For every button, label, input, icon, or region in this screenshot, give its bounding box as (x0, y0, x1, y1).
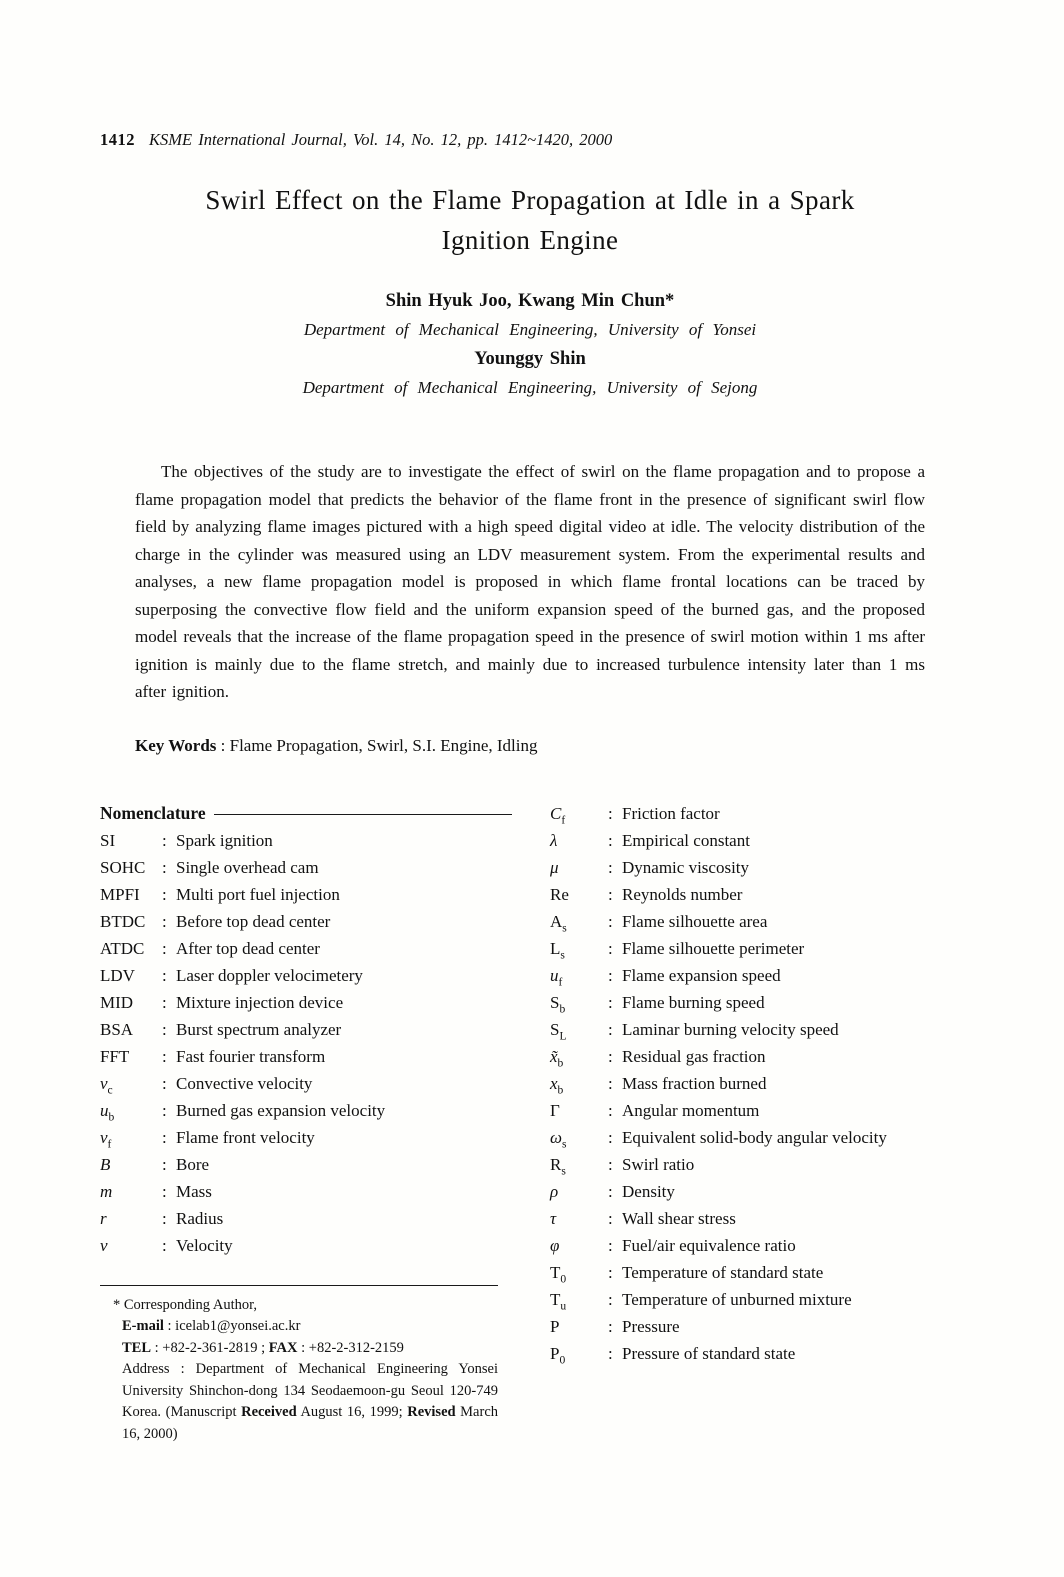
nomenclature-right-list (550, 800, 960, 1367)
corresponding-author-footnote (100, 1285, 498, 1446)
colon: : (608, 1100, 613, 1120)
colon: : (608, 1262, 613, 1282)
symbol-subscript: f (558, 974, 563, 988)
symbol (550, 1286, 608, 1313)
nomenclature-row (550, 1259, 960, 1286)
symbol-base: SI (100, 830, 116, 850)
symbol-subscript: f (561, 812, 566, 826)
colon: : (608, 1316, 613, 1336)
symbol (550, 962, 608, 989)
footnote-address-line (122, 1359, 498, 1445)
nomenclature-section (100, 800, 960, 1446)
definition: Reynolds number (622, 884, 743, 904)
colon: : (162, 938, 167, 958)
symbol (550, 1313, 608, 1340)
symbol-base: SOHC (100, 857, 146, 877)
nomenclature-row (550, 1070, 960, 1097)
symbol (100, 1232, 162, 1259)
colon: : (608, 803, 613, 823)
definition: Single overhead cam (176, 857, 319, 877)
fax-value: : +82-2-312-2159 (297, 1339, 404, 1356)
colon: : (608, 992, 613, 1012)
nomenclature-row (100, 1043, 512, 1070)
nomenclature-row (100, 962, 512, 989)
nomenclature-row (100, 1205, 512, 1232)
colon: : (608, 965, 613, 985)
nomenclature-row (100, 1151, 512, 1178)
definition: Angular momentum (622, 1100, 760, 1120)
nomenclature-row (550, 854, 960, 881)
abstract-paragraph: The objectives of the study are to investigate the effect of swirl on the flame propagation and to propose a flame propagation model that predicts the behavior of the flame front in the presence of significant swirl flow field by analyzing flame images pictured with a high speed digital video at idle. The velocity distribution of the charge in the cylinder was measured using an LDV measurement system. From the experimental results and analyses, a new flame propagation model is proposed in which flame frontal locations can be traced by superposing the convective flow field and the uniform expansion speed of the burned gas, and the proposed model reveals that the increase of the flame propagation speed in the presence of swirl motion within 1 ms after ignition is mainly due to the flame stretch, and mainly due to increased turbulence intensity later than 1 ms after ignition. (135, 462, 925, 701)
colon: : (162, 1181, 167, 1201)
nomenclature-row (550, 1097, 960, 1124)
nomenclature-row (100, 1097, 512, 1124)
nomenclature-row (550, 1340, 960, 1367)
keywords-line (135, 736, 960, 756)
symbol-base: Re (550, 884, 569, 904)
definition: Empirical constant (622, 830, 750, 850)
colon: : (608, 1154, 613, 1174)
nomenclature-row (100, 1124, 512, 1151)
symbol-base: v (100, 1127, 108, 1147)
received-label: Received (241, 1404, 297, 1420)
symbol (100, 935, 162, 962)
colon: : (162, 1019, 167, 1039)
symbol-subscript: b (557, 1055, 564, 1069)
nomenclature-row (100, 881, 512, 908)
symbol (550, 1097, 608, 1124)
colon: : (162, 1235, 167, 1255)
nomenclature-heading-rule (214, 814, 512, 815)
nomenclature-title: Nomenclature (100, 802, 206, 823)
symbol (550, 1178, 608, 1205)
symbol (550, 1340, 608, 1367)
symbol-base: T (550, 1289, 561, 1309)
colon: : (608, 1127, 613, 1147)
colon: : (608, 1181, 613, 1201)
symbol-base: x (550, 1073, 558, 1093)
symbol (100, 1205, 162, 1232)
symbol-base: A (550, 911, 563, 931)
symbol-subscript: c (107, 1082, 113, 1096)
symbol-base: R (550, 1154, 562, 1174)
nomenclature-heading (100, 800, 512, 827)
colon: : (162, 1073, 167, 1093)
definition: Pressure of standard state (622, 1343, 796, 1363)
nomenclature-row (550, 800, 960, 827)
symbol-base: B (100, 1154, 111, 1174)
symbol (100, 1043, 162, 1070)
nomenclature-right-column (550, 800, 960, 1367)
nomenclature-row (550, 1016, 960, 1043)
nomenclature-row (100, 854, 512, 881)
symbol (550, 935, 608, 962)
definition: Bore (176, 1154, 210, 1174)
nomenclature-row (550, 1043, 960, 1070)
symbol (550, 1151, 608, 1178)
symbol-base: x̃ (550, 1046, 558, 1066)
symbol-base: φ (550, 1235, 560, 1255)
symbol-base: S (550, 992, 560, 1012)
email-value: : icelab1@yonsei.ac.kr (163, 1318, 301, 1334)
nomenclature-row (100, 1178, 512, 1205)
colon: : (162, 1046, 167, 1066)
symbol-base: m (100, 1181, 113, 1201)
nomenclature-row (100, 1232, 512, 1259)
nomenclature-left-list (100, 827, 512, 1259)
colon: : (162, 830, 167, 850)
colon: : (162, 1208, 167, 1228)
symbol-base: BTDC (100, 911, 146, 931)
nomenclature-row (550, 908, 960, 935)
nomenclature-row (100, 827, 512, 854)
symbol-base: P (550, 1343, 560, 1363)
symbol-base: ω (550, 1127, 563, 1147)
tel-label: TEL (122, 1339, 152, 1356)
symbol-base: MID (100, 992, 134, 1012)
definition: Density (622, 1181, 675, 1201)
symbol (550, 1232, 608, 1259)
definition: Radius (176, 1208, 224, 1228)
colon: : (608, 884, 613, 904)
symbol (550, 881, 608, 908)
definition: Before top dead center (176, 911, 331, 931)
journal-citation: KSME International Journal, Vol. 14, No. 12, pp. 1412~1420, 2000 (149, 130, 613, 149)
colon: : (608, 1289, 613, 1309)
nomenclature-row (100, 935, 512, 962)
symbol-base: r (100, 1208, 107, 1228)
symbol (550, 800, 608, 827)
fax-label: FAX (268, 1339, 298, 1356)
symbol-base: BSA (100, 1019, 134, 1039)
definition: Mass (176, 1181, 212, 1201)
colon: : (608, 1046, 613, 1066)
colon: : (608, 938, 613, 958)
symbol-base: u (550, 965, 559, 985)
symbol (100, 1151, 162, 1178)
affiliation-2: Department of Mechanical Engineering, University of Sejong (302, 378, 758, 397)
symbol-subscript: s (560, 947, 565, 961)
page-number: 1412 (100, 130, 135, 149)
email-label: E-mail (122, 1318, 164, 1334)
symbol (550, 1070, 608, 1097)
symbol-base: S (550, 1019, 560, 1039)
symbol-subscript: b (108, 1109, 115, 1123)
definition: Laser doppler velocimetery (176, 965, 363, 985)
symbol (550, 1043, 608, 1070)
symbol-base: u (100, 1100, 109, 1120)
definition: Fast fourier transform (176, 1046, 326, 1066)
symbol-base: LDV (100, 965, 135, 985)
definition: Burst spectrum analyzer (176, 1019, 342, 1039)
symbol (550, 1124, 608, 1151)
keywords-label: Key Words (135, 735, 217, 755)
keywords-text: Flame Propagation, Swirl, S.I. Engine, Idling (229, 735, 538, 755)
nomenclature-row (100, 1070, 512, 1097)
footnote-tel-fax-line (122, 1338, 498, 1360)
colon: : (162, 992, 167, 1012)
definition: Flame silhouette perimeter (622, 938, 805, 958)
colon: : (608, 857, 613, 877)
nomenclature-row (550, 881, 960, 908)
definition: Flame expansion speed (622, 965, 781, 985)
symbol (550, 1205, 608, 1232)
nomenclature-row (550, 1313, 960, 1340)
symbol-subscript: L (559, 1028, 567, 1042)
keywords-separator: : (216, 735, 230, 755)
address-text: Address : Department of Mechanical Engineering Yonsei University Shinchon-dong 134 Seodaemoon-gu Seoul 120-749 Korea. (Manuscript (122, 1361, 498, 1420)
footnote-corresponding-line: * Corresponding Author, (113, 1296, 258, 1313)
definition: Convective velocity (176, 1073, 313, 1093)
revised-value: March 16, 2000) (122, 1404, 499, 1442)
nomenclature-row (550, 1205, 960, 1232)
symbol (100, 962, 162, 989)
symbol-base: Γ (550, 1100, 560, 1120)
nomenclature-row (100, 1016, 512, 1043)
symbol-subscript: 0 (560, 1271, 567, 1285)
definition: Pressure (622, 1316, 680, 1336)
definition: Spark ignition (176, 830, 273, 850)
definition: Mass fraction burned (622, 1073, 767, 1093)
footnote-email-line (122, 1316, 498, 1338)
symbol-base: ρ (550, 1181, 559, 1201)
colon: : (608, 1235, 613, 1255)
definition: Flame silhouette area (622, 911, 768, 931)
colon: : (608, 911, 613, 931)
running-head (100, 130, 960, 150)
definition: Dynamic viscosity (622, 857, 750, 877)
symbol-base: T (550, 1262, 561, 1282)
colon: : (162, 911, 167, 931)
symbol (100, 1070, 162, 1097)
definition: Fuel/air equivalence ratio (622, 1235, 796, 1255)
colon: : (162, 857, 167, 877)
nomenclature-row (550, 1124, 960, 1151)
paper-title: Swirl Effect on the Flame Propagation at Idle in a Spark Ignition Engine (205, 185, 855, 255)
symbol-base: L (550, 938, 561, 958)
symbol-base: μ (550, 857, 559, 877)
symbol-subscript: u (560, 1298, 567, 1312)
definition: Residual gas fraction (622, 1046, 766, 1066)
nomenclature-row (550, 827, 960, 854)
definition: Friction factor (622, 803, 720, 823)
colon: : (162, 1100, 167, 1120)
nomenclature-row (550, 1232, 960, 1259)
definition: Mixture injection device (176, 992, 344, 1012)
nomenclature-row (550, 962, 960, 989)
symbol (100, 1016, 162, 1043)
symbol-base: ATDC (100, 938, 145, 958)
symbol (550, 908, 608, 935)
symbol-subscript: f (107, 1136, 112, 1150)
nomenclature-row (100, 908, 512, 935)
symbol-base: v (100, 1235, 108, 1255)
nomenclature-row (550, 1151, 960, 1178)
symbol-subscript: s (562, 920, 567, 934)
colon: : (162, 1154, 167, 1174)
nomenclature-row (550, 989, 960, 1016)
tel-value: : +82-2-361-2819 ; (151, 1339, 269, 1356)
nomenclature-left-column (100, 800, 512, 1446)
colon: : (162, 1127, 167, 1147)
received-value: August 16, 1999; (296, 1404, 408, 1420)
authors-block (100, 286, 960, 402)
symbol (100, 881, 162, 908)
colon: : (162, 965, 167, 985)
symbol-base: τ (550, 1208, 557, 1228)
colon: : (608, 1019, 613, 1039)
symbol-base: λ (550, 830, 558, 850)
symbol (550, 1016, 608, 1043)
symbol (100, 989, 162, 1016)
definition: Laminar burning velocity speed (622, 1019, 839, 1039)
colon: : (608, 830, 613, 850)
symbol-subscript: 0 (559, 1352, 566, 1366)
colon: : (162, 884, 167, 904)
symbol (100, 1124, 162, 1151)
symbol-subscript: b (557, 1082, 564, 1096)
definition: Equivalent solid-body angular velocity (622, 1127, 887, 1147)
nomenclature-row (100, 989, 512, 1016)
definition: Wall shear stress (622, 1208, 736, 1228)
symbol (100, 1097, 162, 1124)
colon: : (608, 1208, 613, 1228)
definition: Temperature of unburned mixture (622, 1289, 852, 1309)
symbol-base: P (550, 1316, 560, 1336)
colon: : (608, 1343, 613, 1363)
definition: Swirl ratio (622, 1154, 695, 1174)
symbol-subscript: s (562, 1136, 567, 1150)
symbol-base: v (100, 1073, 108, 1093)
symbol (550, 989, 608, 1016)
symbol (550, 854, 608, 881)
nomenclature-row (550, 935, 960, 962)
nomenclature-row (550, 1286, 960, 1313)
symbol (100, 1178, 162, 1205)
author-names-2: Younggy Shin (474, 349, 586, 369)
definition: Temperature of standard state (622, 1262, 824, 1282)
symbol (100, 854, 162, 881)
symbol-base: MPFI (100, 884, 140, 904)
symbol-subscript: s (561, 1163, 566, 1177)
definition: Burned gas expansion velocity (176, 1100, 386, 1120)
symbol-subscript: b (559, 1001, 566, 1015)
symbol (550, 827, 608, 854)
definition: Multi port fuel injection (176, 884, 340, 904)
definition: After top dead center (176, 938, 320, 958)
author-names-1: Shin Hyuk Joo, Kwang Min Chun* (385, 291, 675, 311)
symbol-base: FFT (100, 1046, 130, 1066)
symbol (550, 1259, 608, 1286)
definition: Velocity (176, 1235, 233, 1255)
definition: Flame burning speed (622, 992, 765, 1012)
revised-label: Revised (407, 1404, 456, 1420)
definition: Flame front velocity (176, 1127, 315, 1147)
symbol (100, 908, 162, 935)
symbol (100, 827, 162, 854)
symbol-base: C (550, 803, 562, 823)
nomenclature-row (550, 1178, 960, 1205)
colon: : (608, 1073, 613, 1093)
affiliation-1: Department of Mechanical Engineering, University of Yonsei (303, 320, 757, 339)
